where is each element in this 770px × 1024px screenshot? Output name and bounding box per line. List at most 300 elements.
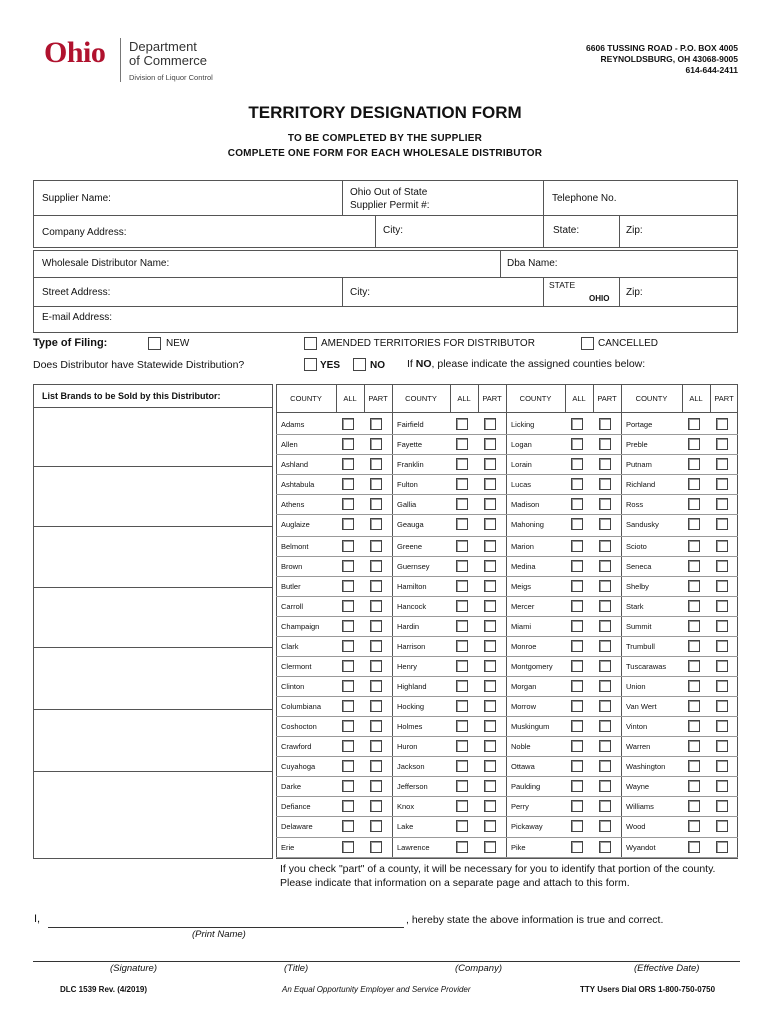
county-part-checkbox[interactable] — [370, 580, 382, 592]
county-part-checkbox[interactable] — [484, 740, 496, 752]
county-name: Darke — [281, 782, 302, 791]
county-all-checkbox[interactable] — [342, 438, 354, 450]
county-name: Harrison — [397, 642, 426, 651]
county-part-checkbox[interactable] — [716, 418, 728, 430]
county-all-checkbox[interactable] — [456, 458, 468, 470]
county-part-checkbox[interactable] — [599, 720, 611, 732]
county-all-checkbox[interactable] — [456, 700, 468, 712]
county-name: Clark — [281, 642, 299, 651]
county-all-checkbox[interactable] — [571, 841, 583, 853]
county-name: Brown — [281, 562, 303, 571]
dept-line2: of Commerce — [129, 53, 208, 68]
office-address — [586, 43, 738, 76]
county-all-checkbox[interactable] — [342, 620, 354, 632]
county-name: Auglaize — [281, 520, 310, 529]
county-all-checkbox[interactable] — [456, 540, 468, 552]
certify-prefix: I, — [34, 913, 41, 925]
if-no-bold: NO — [415, 358, 432, 370]
tty-info: TTY Users Dial ORS 1-800-750-0750 — [580, 985, 716, 994]
county-all-checkbox[interactable] — [456, 418, 468, 430]
if-no-instruction — [407, 358, 645, 370]
county-part-checkbox[interactable] — [484, 760, 496, 772]
all-header: ALL — [457, 394, 471, 403]
county-name: Warren — [626, 742, 651, 751]
county-name: Lorain — [511, 460, 532, 469]
cancelled-label: CANCELLED — [598, 338, 659, 349]
county-part-checkbox[interactable] — [370, 841, 382, 853]
county-all-checkbox[interactable] — [688, 600, 700, 612]
supplier-state-field[interactable]: State: — [553, 225, 580, 236]
county-name: Morgan — [511, 682, 537, 691]
county-name: Logan — [511, 440, 532, 449]
county-name: Erie — [281, 843, 295, 852]
county-name: Washington — [626, 762, 666, 771]
county-part-checkbox[interactable] — [716, 740, 728, 752]
county-part-checkbox[interactable] — [599, 740, 611, 752]
ohio-logo: Ohio — [44, 36, 106, 69]
county-part-checkbox[interactable] — [716, 841, 728, 853]
county-name: Lake — [397, 822, 414, 831]
logo-divider — [120, 38, 121, 82]
county-name: Marion — [511, 542, 534, 551]
county-all-checkbox[interactable] — [688, 660, 700, 672]
county-all-checkbox[interactable] — [456, 800, 468, 812]
permit-label2: Supplier Permit #: — [350, 200, 430, 211]
amended-checkbox[interactable] — [304, 337, 317, 350]
county-all-checkbox[interactable] — [688, 700, 700, 712]
county-all-checkbox[interactable] — [571, 720, 583, 732]
county-name: Summit — [626, 622, 652, 631]
county-all-checkbox[interactable] — [342, 418, 354, 430]
county-all-checkbox[interactable] — [571, 660, 583, 672]
county-all-checkbox[interactable] — [456, 660, 468, 672]
county-part-checkbox[interactable] — [370, 780, 382, 792]
dept-line1: Department — [129, 39, 197, 54]
county-name: Defiance — [281, 802, 311, 811]
county-part-checkbox[interactable] — [484, 518, 496, 530]
county-all-checkbox[interactable] — [456, 841, 468, 853]
brands-header: List Brands to be Sold by this Distributor: — [42, 391, 221, 401]
county-part-checkbox[interactable] — [484, 660, 496, 672]
county-all-checkbox[interactable] — [342, 700, 354, 712]
no-checkbox[interactable] — [353, 358, 366, 371]
county-part-checkbox[interactable] — [599, 780, 611, 792]
if-no-suffix: , please indicate the assigned counties below: — [431, 358, 646, 370]
county-all-checkbox[interactable] — [688, 720, 700, 732]
part-header: PART — [597, 394, 617, 403]
county-name: Geauga — [397, 520, 424, 529]
county-all-checkbox[interactable] — [456, 640, 468, 652]
county-part-checkbox[interactable] — [716, 498, 728, 510]
signature-line[interactable] — [33, 961, 740, 962]
county-name: Crawford — [281, 742, 312, 751]
county-part-checkbox[interactable] — [484, 820, 496, 832]
county-all-checkbox[interactable] — [688, 478, 700, 490]
county-all-checkbox[interactable] — [688, 560, 700, 572]
yes-checkbox[interactable] — [304, 358, 317, 371]
county-all-checkbox[interactable] — [688, 418, 700, 430]
county-name: Miami — [511, 622, 531, 631]
county-part-checkbox[interactable] — [484, 800, 496, 812]
county-all-checkbox[interactable] — [688, 820, 700, 832]
county-name: Lawrence — [397, 843, 430, 852]
effective-date-label: (Effective Date) — [634, 963, 700, 974]
county-all-checkbox[interactable] — [456, 600, 468, 612]
county-name: Stark — [626, 602, 644, 611]
county-part-checkbox[interactable] — [370, 418, 382, 430]
county-name: Ashtabula — [281, 480, 315, 489]
county-all-checkbox[interactable] — [688, 580, 700, 592]
county-part-checkbox[interactable] — [484, 458, 496, 470]
county-name: Franklin — [397, 460, 424, 469]
county-all-checkbox[interactable] — [456, 740, 468, 752]
county-name: Jefferson — [397, 782, 428, 791]
county-part-checkbox[interactable] — [716, 820, 728, 832]
county-name: Vinton — [626, 722, 648, 731]
county-name: Union — [626, 682, 646, 691]
county-all-checkbox[interactable] — [342, 600, 354, 612]
county-name: Preble — [626, 440, 648, 449]
dba-name-field[interactable]: Dba Name: — [507, 258, 558, 269]
distributor-name-field[interactable]: Wholesale Distributor Name: — [42, 258, 170, 269]
county-all-checkbox[interactable] — [456, 680, 468, 692]
county-part-checkbox[interactable] — [599, 540, 611, 552]
county-part-checkbox[interactable] — [484, 720, 496, 732]
brands-list-box — [33, 384, 273, 859]
county-part-checkbox[interactable] — [716, 458, 728, 470]
no-label: NO — [370, 360, 385, 371]
form-subtitle1: TO BE COMPLETED BY THE SUPPLIER — [287, 133, 483, 144]
county-part-checkbox[interactable] — [599, 620, 611, 632]
county-part-checkbox[interactable] — [599, 418, 611, 430]
county-header: COUNTY — [519, 394, 552, 403]
form-subtitle2: COMPLETE ONE FORM FOR EACH WHOLESALE DISTRIBUTOR — [227, 148, 543, 159]
county-header: COUNTY — [405, 394, 437, 403]
distributor-city-field[interactable]: City: — [350, 287, 370, 298]
county-part-checkbox[interactable] — [370, 438, 382, 450]
county-part-checkbox[interactable] — [599, 760, 611, 772]
brand-row-divider — [33, 526, 273, 527]
brand-row-divider — [33, 466, 273, 467]
county-part-checkbox[interactable] — [599, 518, 611, 530]
county-name: Hamilton — [397, 582, 427, 591]
county-all-checkbox[interactable] — [456, 820, 468, 832]
signature-label: (Signature) — [110, 963, 157, 974]
county-all-checkbox[interactable] — [688, 800, 700, 812]
supplier-permit-field[interactable] — [350, 186, 429, 212]
county-part-checkbox[interactable] — [599, 478, 611, 490]
county-part-checkbox[interactable] — [484, 560, 496, 572]
county-part-checkbox[interactable] — [370, 560, 382, 572]
print-name-line[interactable] — [48, 927, 404, 928]
county-all-checkbox[interactable] — [456, 478, 468, 490]
county-part-checkbox[interactable] — [370, 620, 382, 632]
county-name: Tuscarawas — [626, 662, 667, 671]
county-all-checkbox[interactable] — [571, 540, 583, 552]
county-part-checkbox[interactable] — [716, 478, 728, 490]
county-all-checkbox[interactable] — [571, 740, 583, 752]
certify-statement: , hereby state the above information is true and correct. — [406, 914, 664, 926]
county-all-checkbox[interactable] — [688, 780, 700, 792]
county-part-checkbox[interactable] — [484, 700, 496, 712]
county-all-checkbox[interactable] — [571, 800, 583, 812]
county-part-checkbox[interactable] — [599, 580, 611, 592]
county-part-checkbox[interactable] — [599, 600, 611, 612]
county-all-checkbox[interactable] — [688, 540, 700, 552]
county-part-checkbox[interactable] — [484, 640, 496, 652]
county-part-checkbox[interactable] — [484, 540, 496, 552]
brand-row-divider — [33, 709, 273, 710]
county-all-checkbox[interactable] — [571, 458, 583, 470]
county-all-checkbox[interactable] — [571, 418, 583, 430]
county-name: Madison — [511, 500, 540, 509]
county-all-checkbox[interactable] — [571, 760, 583, 772]
distributor-state-label: STATE — [549, 280, 576, 290]
county-part-checkbox[interactable] — [370, 720, 382, 732]
county-all-checkbox[interactable] — [688, 458, 700, 470]
county-part-checkbox[interactable] — [716, 660, 728, 672]
county-part-checkbox[interactable] — [484, 438, 496, 450]
county-part-checkbox[interactable] — [370, 800, 382, 812]
county-all-checkbox[interactable] — [571, 438, 583, 450]
county-all-checkbox[interactable] — [342, 540, 354, 552]
cancelled-checkbox[interactable] — [581, 337, 594, 350]
county-all-checkbox[interactable] — [456, 498, 468, 510]
county-part-checkbox[interactable] — [484, 600, 496, 612]
county-all-checkbox[interactable] — [688, 438, 700, 450]
county-name: Sandusky — [626, 520, 659, 529]
county-part-checkbox[interactable] — [599, 498, 611, 510]
county-all-checkbox[interactable] — [571, 600, 583, 612]
county-part-checkbox[interactable] — [370, 458, 382, 470]
county-part-checkbox[interactable] — [370, 540, 382, 552]
county-part-checkbox[interactable] — [716, 438, 728, 450]
county-name: Medina — [511, 562, 536, 571]
county-all-checkbox[interactable] — [342, 498, 354, 510]
county-name: Trumbull — [626, 642, 655, 651]
county-part-checkbox[interactable] — [370, 700, 382, 712]
county-name: Monroe — [511, 642, 537, 651]
county-part-checkbox[interactable] — [370, 760, 382, 772]
print-name-label: (Print Name) — [192, 929, 246, 940]
county-all-checkbox[interactable] — [688, 760, 700, 772]
county-part-checkbox[interactable] — [599, 438, 611, 450]
all-header: ALL — [689, 394, 703, 403]
county-part-checkbox[interactable] — [716, 600, 728, 612]
county-name: Ashland — [281, 460, 309, 469]
county-part-checkbox[interactable] — [599, 841, 611, 853]
county-all-checkbox[interactable] — [342, 841, 354, 853]
county-all-checkbox[interactable] — [688, 518, 700, 530]
county-name: Hancock — [397, 602, 427, 611]
county-all-checkbox[interactable] — [342, 518, 354, 530]
county-name: Williams — [626, 802, 654, 811]
county-part-checkbox[interactable] — [484, 680, 496, 692]
county-part-checkbox[interactable] — [599, 800, 611, 812]
new-checkbox[interactable] — [148, 337, 161, 350]
county-name: Meigs — [511, 582, 532, 591]
county-all-checkbox[interactable] — [571, 498, 583, 510]
company-address-field[interactable]: Company Address: — [42, 227, 127, 238]
county-all-checkbox[interactable] — [456, 780, 468, 792]
distributor-state-value: OHIO — [589, 294, 610, 303]
county-part-checkbox[interactable] — [370, 478, 382, 490]
county-part-checkbox[interactable] — [716, 620, 728, 632]
county-all-checkbox[interactable] — [342, 660, 354, 672]
county-all-checkbox[interactable] — [688, 620, 700, 632]
county-part-checkbox[interactable] — [599, 560, 611, 572]
county-part-checkbox[interactable] — [716, 540, 728, 552]
telephone-field[interactable]: Telephone No. — [552, 193, 617, 204]
county-name: Ross — [626, 500, 644, 509]
county-part-checkbox[interactable] — [370, 680, 382, 692]
county-part-checkbox[interactable] — [716, 680, 728, 692]
county-all-checkbox[interactable] — [456, 760, 468, 772]
street-address-field[interactable]: Street Address: — [42, 287, 111, 298]
county-name: Richland — [626, 480, 656, 489]
county-all-checkbox[interactable] — [342, 680, 354, 692]
county-all-checkbox[interactable] — [571, 560, 583, 572]
county-name: Shelby — [626, 582, 649, 591]
address-line2: REYNOLDSBURG, OH 43068-9005 — [600, 54, 738, 64]
all-header: ALL — [572, 394, 586, 403]
county-all-checkbox[interactable] — [571, 580, 583, 592]
county-name: Butler — [281, 582, 301, 591]
county-all-checkbox[interactable] — [342, 458, 354, 470]
county-name: Pickaway — [511, 822, 543, 831]
county-all-checkbox[interactable] — [342, 760, 354, 772]
distributor-zip-field[interactable]: Zip: — [626, 287, 643, 298]
county-name: Muskingum — [511, 722, 550, 731]
permit-label1: Ohio Out of State — [350, 187, 428, 198]
county-part-checkbox[interactable] — [716, 720, 728, 732]
county-all-checkbox[interactable] — [456, 580, 468, 592]
county-part-checkbox[interactable] — [599, 640, 611, 652]
county-part-checkbox[interactable] — [370, 660, 382, 672]
county-name: Adams — [281, 420, 305, 429]
county-part-checkbox[interactable] — [716, 560, 728, 572]
county-all-checkbox[interactable] — [688, 498, 700, 510]
county-name: Guernsey — [397, 562, 430, 571]
county-all-checkbox[interactable] — [456, 620, 468, 632]
county-name: Noble — [511, 742, 531, 751]
supplier-city-field[interactable]: City: — [383, 225, 403, 236]
county-part-checkbox[interactable] — [370, 518, 382, 530]
county-name: Hardin — [397, 622, 420, 631]
county-all-checkbox[interactable] — [571, 518, 583, 530]
county-name: Champaign — [281, 622, 320, 631]
county-part-checkbox[interactable] — [370, 740, 382, 752]
county-name: Fulton — [397, 480, 418, 489]
county-name: Lucas — [511, 480, 532, 489]
county-all-checkbox[interactable] — [456, 560, 468, 572]
supplier-name-field[interactable]: Supplier Name: — [42, 193, 111, 204]
county-all-checkbox[interactable] — [342, 820, 354, 832]
county-all-checkbox[interactable] — [571, 820, 583, 832]
county-part-checkbox[interactable] — [716, 780, 728, 792]
county-all-checkbox[interactable] — [342, 580, 354, 592]
county-part-checkbox[interactable] — [599, 458, 611, 470]
county-part-checkbox[interactable] — [370, 820, 382, 832]
county-part-checkbox[interactable] — [484, 620, 496, 632]
county-all-checkbox[interactable] — [456, 438, 468, 450]
county-part-checkbox[interactable] — [484, 498, 496, 510]
county-part-checkbox[interactable] — [599, 820, 611, 832]
county-part-checkbox[interactable] — [716, 518, 728, 530]
county-part-checkbox[interactable] — [370, 600, 382, 612]
county-part-checkbox[interactable] — [599, 700, 611, 712]
part-header: PART — [482, 394, 502, 403]
county-all-checkbox[interactable] — [571, 680, 583, 692]
county-all-checkbox[interactable] — [571, 780, 583, 792]
county-part-checkbox[interactable] — [370, 640, 382, 652]
brand-row-divider — [33, 771, 273, 772]
county-name: Seneca — [626, 562, 652, 571]
county-part-checkbox[interactable] — [716, 580, 728, 592]
county-all-checkbox[interactable] — [342, 740, 354, 752]
county-part-checkbox[interactable] — [370, 498, 382, 510]
county-all-checkbox[interactable] — [342, 720, 354, 732]
county-all-checkbox[interactable] — [571, 700, 583, 712]
county-all-checkbox[interactable] — [456, 518, 468, 530]
county-name: Van Wert — [626, 702, 657, 711]
county-all-checkbox[interactable] — [688, 680, 700, 692]
county-all-checkbox[interactable] — [342, 780, 354, 792]
county-name: Henry — [397, 662, 418, 671]
county-all-checkbox[interactable] — [342, 640, 354, 652]
county-all-checkbox[interactable] — [571, 478, 583, 490]
county-all-checkbox[interactable] — [688, 740, 700, 752]
county-name: Delaware — [281, 822, 313, 831]
eoe-statement: An Equal Opportunity Employer and Service Provider — [282, 985, 471, 994]
county-all-checkbox[interactable] — [688, 841, 700, 853]
yes-label: YES — [320, 360, 341, 371]
county-all-checkbox[interactable] — [688, 640, 700, 652]
filing-type-label: Type of Filing: — [33, 337, 108, 349]
county-part-checkbox[interactable] — [599, 660, 611, 672]
county-part-checkbox[interactable] — [484, 580, 496, 592]
county-name: Wayne — [626, 782, 650, 791]
county-all-checkbox[interactable] — [456, 720, 468, 732]
county-all-checkbox[interactable] — [571, 620, 583, 632]
county-part-checkbox[interactable] — [484, 841, 496, 853]
supplier-zip-field[interactable]: Zip: — [626, 225, 643, 236]
county-all-checkbox[interactable] — [342, 478, 354, 490]
county-part-checkbox[interactable] — [599, 680, 611, 692]
county-part-checkbox[interactable] — [484, 418, 496, 430]
county-name: Perry — [511, 802, 529, 811]
county-all-checkbox[interactable] — [571, 640, 583, 652]
part-header: PART — [368, 394, 388, 403]
brand-row-divider — [33, 587, 273, 588]
county-part-checkbox[interactable] — [716, 800, 728, 812]
county-part-checkbox[interactable] — [716, 700, 728, 712]
county-name: Montgomery — [511, 662, 553, 671]
county-all-checkbox[interactable] — [342, 560, 354, 572]
amended-label: AMENDED TERRITORIES FOR DISTRIBUTOR — [321, 338, 535, 349]
county-part-checkbox[interactable] — [716, 640, 728, 652]
all-header: ALL — [343, 394, 357, 403]
county-part-checkbox[interactable] — [484, 780, 496, 792]
new-label: NEW — [166, 338, 190, 349]
county-name: Coshocton — [281, 722, 317, 731]
county-part-checkbox[interactable] — [716, 760, 728, 772]
county-name: Clermont — [281, 662, 312, 671]
county-name: Portage — [626, 420, 653, 429]
county-all-checkbox[interactable] — [342, 800, 354, 812]
email-field[interactable]: E-mail Address: — [42, 312, 113, 323]
county-part-checkbox[interactable] — [484, 478, 496, 490]
